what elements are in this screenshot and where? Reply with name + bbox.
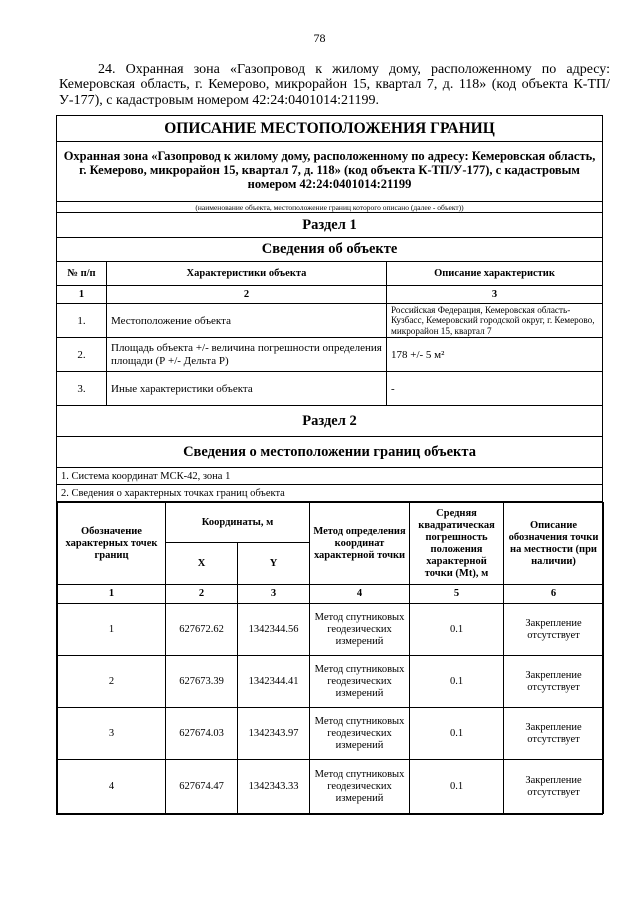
table-row <box>57 372 603 406</box>
point-id: 4 <box>58 760 166 814</box>
row-number: 2. <box>57 338 107 372</box>
coordinates-table <box>57 502 604 814</box>
boundary-description-form <box>56 115 603 815</box>
row-number: 3. <box>57 372 107 406</box>
point-y: 1342344.41 <box>238 656 310 708</box>
colnum-2: 2 <box>166 585 238 604</box>
header-point-description: Описание обозначения точки на местности (при наличии) <box>504 503 604 585</box>
point-method: Метод спутниковых геодезических измерений <box>310 760 410 814</box>
colnum-3: 3 <box>387 286 603 304</box>
colnum-6: 6 <box>504 585 604 604</box>
header-number: № п/п <box>57 262 107 286</box>
colnum-1: 1 <box>57 286 107 304</box>
section2-subtitle: Сведения о местоположении границ объекта <box>57 437 603 468</box>
object-name-note: (наименование объекта, местоположение границ которого описано (далее - объект)) <box>57 202 603 213</box>
point-method: Метод спутниковых геодезических измерений <box>310 656 410 708</box>
table-row <box>57 338 603 372</box>
colnum-1: 1 <box>58 585 166 604</box>
header-rmse: Средняя квадратическая погрешность положения характерной точки (Mt), м <box>410 503 504 585</box>
point-mt: 0.1 <box>410 656 504 708</box>
header-coordinates: Координаты, м <box>166 503 310 543</box>
section1-colnum-row <box>57 286 603 304</box>
header-method: Метод определения координат характерной точки <box>310 503 410 585</box>
point-description: Закрепление отсутствует <box>504 656 604 708</box>
point-method: Метод спутниковых геодезических измерений <box>310 604 410 656</box>
colnum-5: 5 <box>410 585 504 604</box>
header-point-designation: Обозначение характерных точек границ <box>58 503 166 585</box>
coordinates-table-cell <box>57 502 603 815</box>
table-row <box>57 304 603 338</box>
row-number: 1. <box>57 304 107 338</box>
points-caption: 2. Сведения о характерных точках границ объекта <box>57 485 603 502</box>
point-x: 627674.03 <box>166 708 238 760</box>
row-value: - <box>387 372 603 406</box>
document-title: ОПИСАНИЕ МЕСТОПОЛОЖЕНИЯ ГРАНИЦ <box>57 116 603 142</box>
coordinate-system: 1. Система координат МСК-42, зона 1 <box>57 468 603 485</box>
point-mt: 0.1 <box>410 708 504 760</box>
point-y: 1342343.33 <box>238 760 310 814</box>
point-description: Закрепление отсутствует <box>504 708 604 760</box>
point-description: Закрепление отсутствует <box>504 604 604 656</box>
table-row <box>58 656 604 708</box>
point-x: 627674.47 <box>166 760 238 814</box>
row-characteristic: Иные характеристики объекта <box>107 372 387 406</box>
section1-header-row <box>57 262 603 286</box>
row-value: Российская Федерация, Кемеровская область-Кузбасс, Кемеровский городской округ, г. Кемерово, микрорайон 15, квартал 7 <box>387 304 603 338</box>
table-row <box>58 708 604 760</box>
point-mt: 0.1 <box>410 604 504 656</box>
point-method: Метод спутниковых геодезических измерений <box>310 708 410 760</box>
row-characteristic: Площадь объекта +/- величина погрешности определения площади (Р +/- Дельта Р) <box>107 338 387 372</box>
section1-title: Раздел 1 <box>57 213 603 238</box>
page-number: 78 <box>313 31 326 45</box>
header-characteristics: Характеристики объекта <box>107 262 387 286</box>
table-row <box>58 604 604 656</box>
header-y: Y <box>238 543 310 585</box>
section1-subtitle: Сведения об объекте <box>57 238 603 262</box>
point-x: 627672.62 <box>166 604 238 656</box>
colnum-4: 4 <box>310 585 410 604</box>
row-value: 178 +/- 5 м² <box>387 338 603 372</box>
table-row <box>58 760 604 814</box>
point-x: 627673.39 <box>166 656 238 708</box>
point-id: 3 <box>58 708 166 760</box>
point-description: Закрепление отсутствует <box>504 760 604 814</box>
point-y: 1342343.97 <box>238 708 310 760</box>
object-name: Охранная зона «Газопровод к жилому дому, расположенному по адресу: Кемеровская область, г. Кемерово, микрорайон 15, квартал 7, д. 118» (код объекта К-ТП/У-177), с кадастровым номером 42:24:0401014:21199 <box>57 142 603 202</box>
point-y: 1342344.56 <box>238 604 310 656</box>
point-id: 1 <box>58 604 166 656</box>
intro-paragraph: 24. Охранная зона «Газопровод к жилому дому, расположенному по адресу: Кемеровская область, г. Кемерово, микрорайон 15, квартал 7, д. 118» (код объекта К-ТП/У-177), с кадастровым номером 42:24:0401014:21199. <box>59 62 610 108</box>
point-id: 2 <box>58 656 166 708</box>
row-characteristic: Местоположение объекта <box>107 304 387 338</box>
header-description: Описание характеристик <box>387 262 603 286</box>
colnum-2: 2 <box>107 286 387 304</box>
colnum-3: 3 <box>238 585 310 604</box>
section2-title: Раздел 2 <box>57 406 603 437</box>
point-mt: 0.1 <box>410 760 504 814</box>
header-x: X <box>166 543 238 585</box>
